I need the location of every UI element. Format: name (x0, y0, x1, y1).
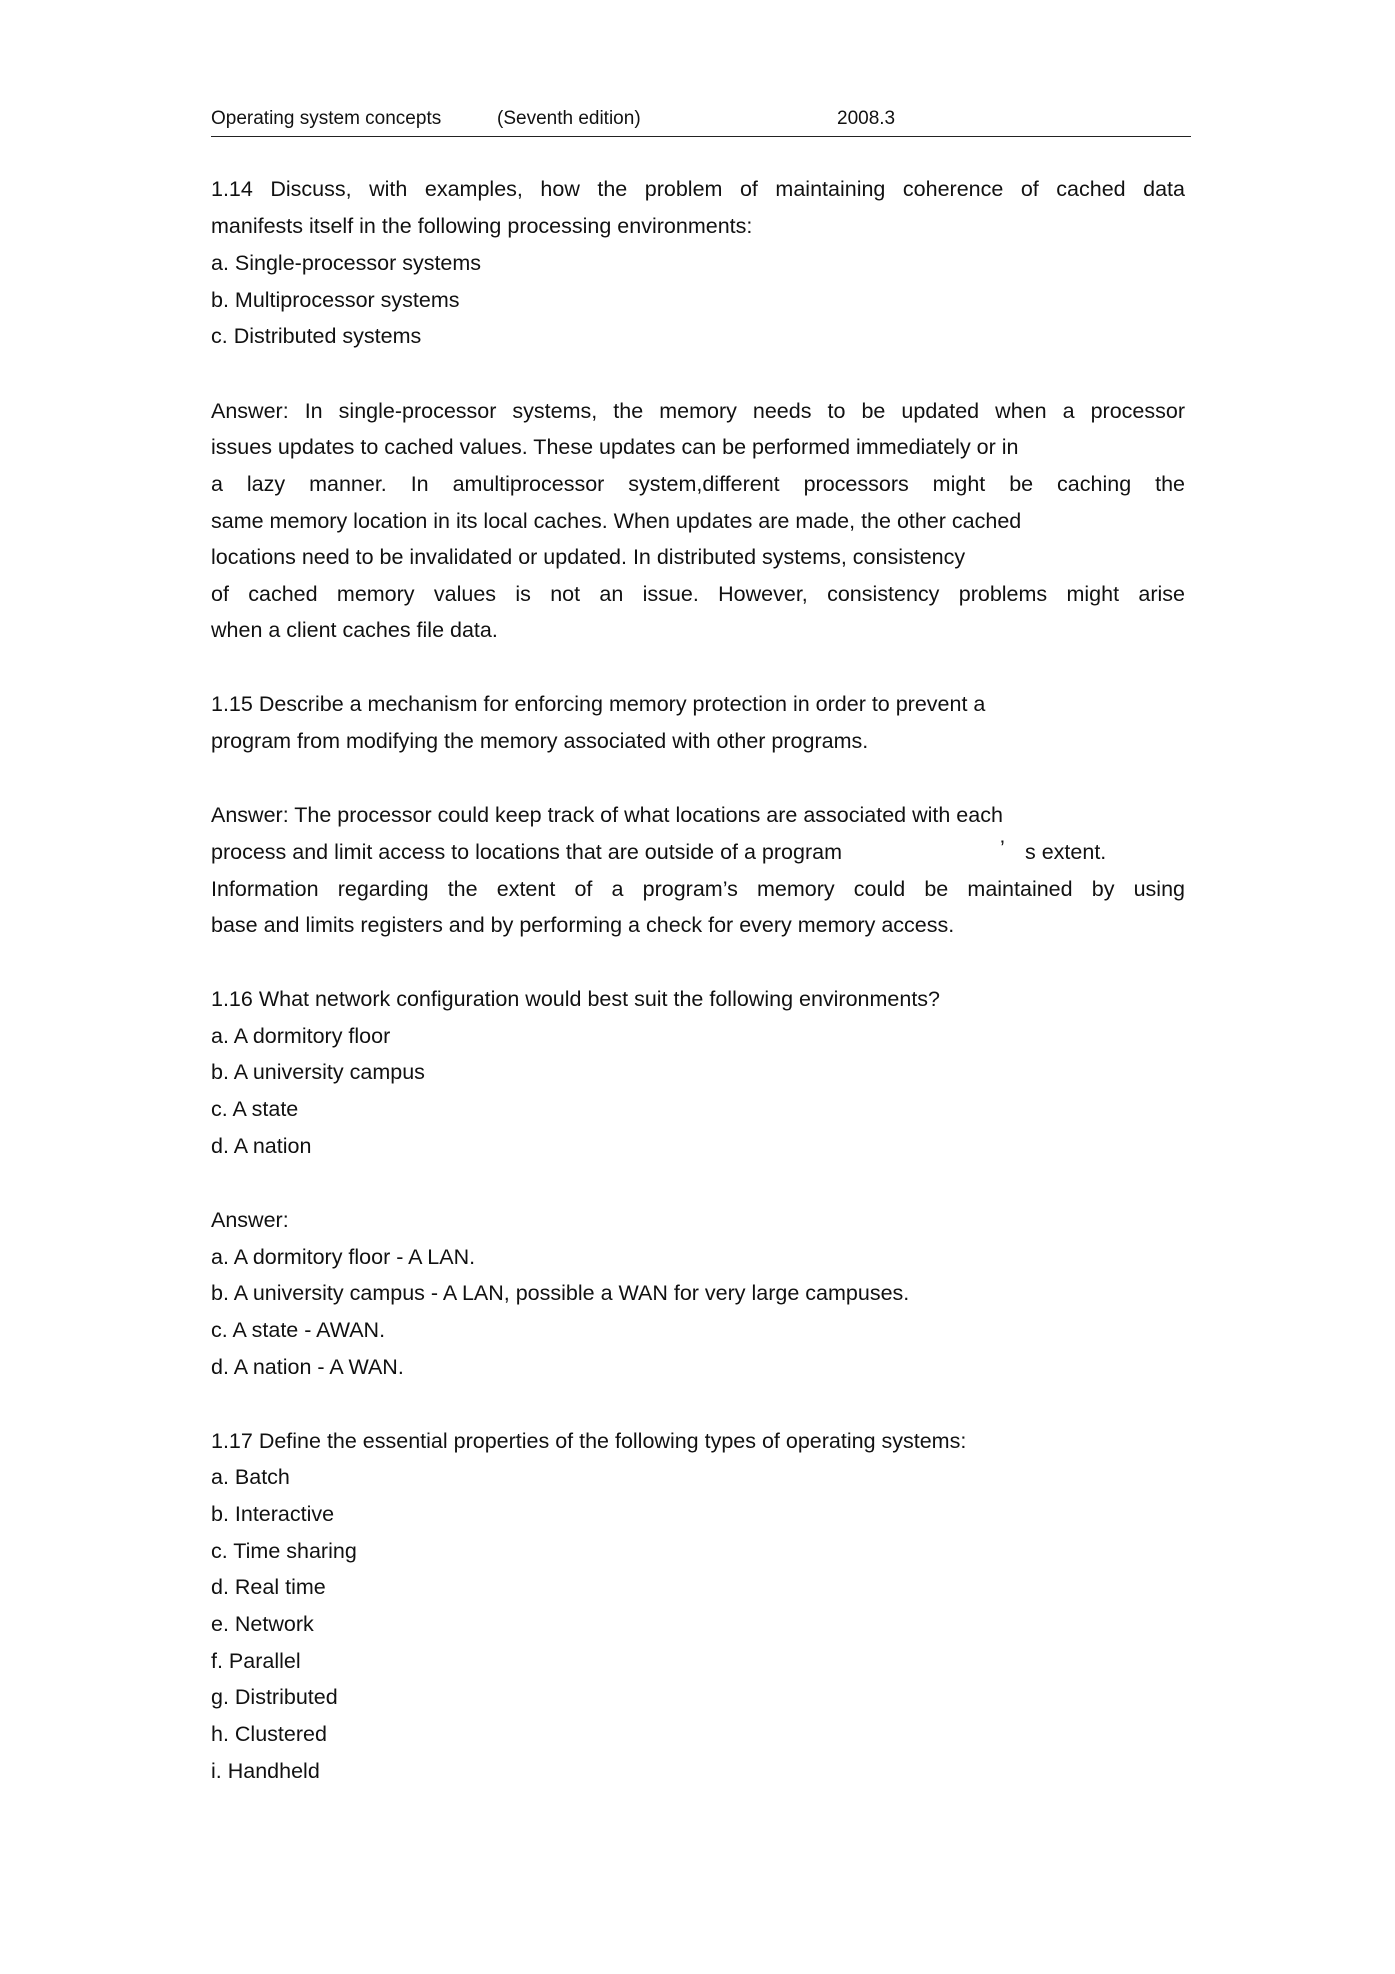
list-item: d. A nation - A WAN. (211, 1355, 404, 1379)
list-item: c. Time sharing (211, 1539, 357, 1563)
header-edition: (Seventh edition) (497, 108, 641, 129)
header-date: 2008.3 (837, 108, 896, 129)
list-item: a. Batch (211, 1465, 290, 1489)
list-item: h. Clustered (211, 1722, 327, 1746)
question-1-14-line: 1.14 Discuss, with examples, how the problem of maintaining coherence of cached data (211, 177, 1185, 201)
list-item: b. Interactive (211, 1502, 335, 1526)
answer-1-14-line: same memory location in its local caches. When updates are made, the other cached (211, 509, 1022, 533)
answer-1-14-line: locations need to be invalidated or updated. In distributed systems, consistency (211, 545, 966, 569)
answer-1-16-label: Answer: (211, 1208, 289, 1232)
running-header (211, 104, 1191, 137)
answer-1-14-line: a lazy manner. In amultiprocessor system,different processors might be caching the (211, 472, 1185, 496)
answer-1-14-line: of cached memory values is not an issue. However, consistency problems might arise (211, 582, 1185, 606)
list-item: b. A university campus - A LAN, possible a WAN for very large campuses. (211, 1281, 910, 1305)
list-item: c. Distributed systems (211, 324, 422, 348)
question-1-15-line: 1.15 Describe a mechanism for enforcing memory protection in order to prevent a (211, 692, 986, 716)
header-title: Operating system concepts (211, 108, 442, 129)
apostrophe-mark: ’ (1000, 836, 1005, 860)
list-item: b. A university campus (211, 1060, 425, 1084)
list-item: c. A state (211, 1097, 299, 1121)
question-1-16: 1.16 What network configuration would best suit the following environments? (211, 987, 941, 1011)
list-item: i. Handheld (211, 1759, 320, 1783)
list-item: e. Network (211, 1612, 314, 1636)
list-item: a. A dormitory floor - A LAN. (211, 1245, 476, 1269)
list-item: d. Real time (211, 1575, 326, 1599)
question-1-15-line: program from modifying the memory associated with other programs. (211, 729, 869, 753)
list-item: c. A state - AWAN. (211, 1318, 386, 1342)
list-item: f. Parallel (211, 1649, 301, 1673)
list-item: b. Multiprocessor systems (211, 288, 460, 312)
answer-1-15-line: Answer: The processor could keep track of what locations are associated with each (211, 803, 1003, 827)
answer-1-15-line-end: s extent. (1025, 840, 1107, 864)
list-item: d. A nation (211, 1134, 312, 1158)
question-1-14-line: manifests itself in the following processing environments: (211, 214, 753, 238)
answer-1-15-line: Information regarding the extent of a program’s memory could be maintained by using (211, 877, 1185, 901)
question-1-17: 1.17 Define the essential properties of the following types of operating systems: (211, 1429, 967, 1453)
answer-1-15-line: process and limit access to locations that are outside of a program (211, 840, 842, 864)
answer-1-14-line: when a client caches file data. (211, 618, 498, 642)
list-item: g. Distributed (211, 1685, 338, 1709)
answer-1-15-line: base and limits registers and by performing a check for every memory access. (211, 913, 955, 937)
answer-1-14-line: issues updates to cached values. These updates can be performed immediately or in (211, 435, 1019, 459)
list-item: a. A dormitory floor (211, 1024, 391, 1048)
answer-1-14-line: Answer: In single-processor systems, the memory needs to be updated when a processor (211, 399, 1185, 423)
list-item: a. Single-processor systems (211, 251, 482, 275)
